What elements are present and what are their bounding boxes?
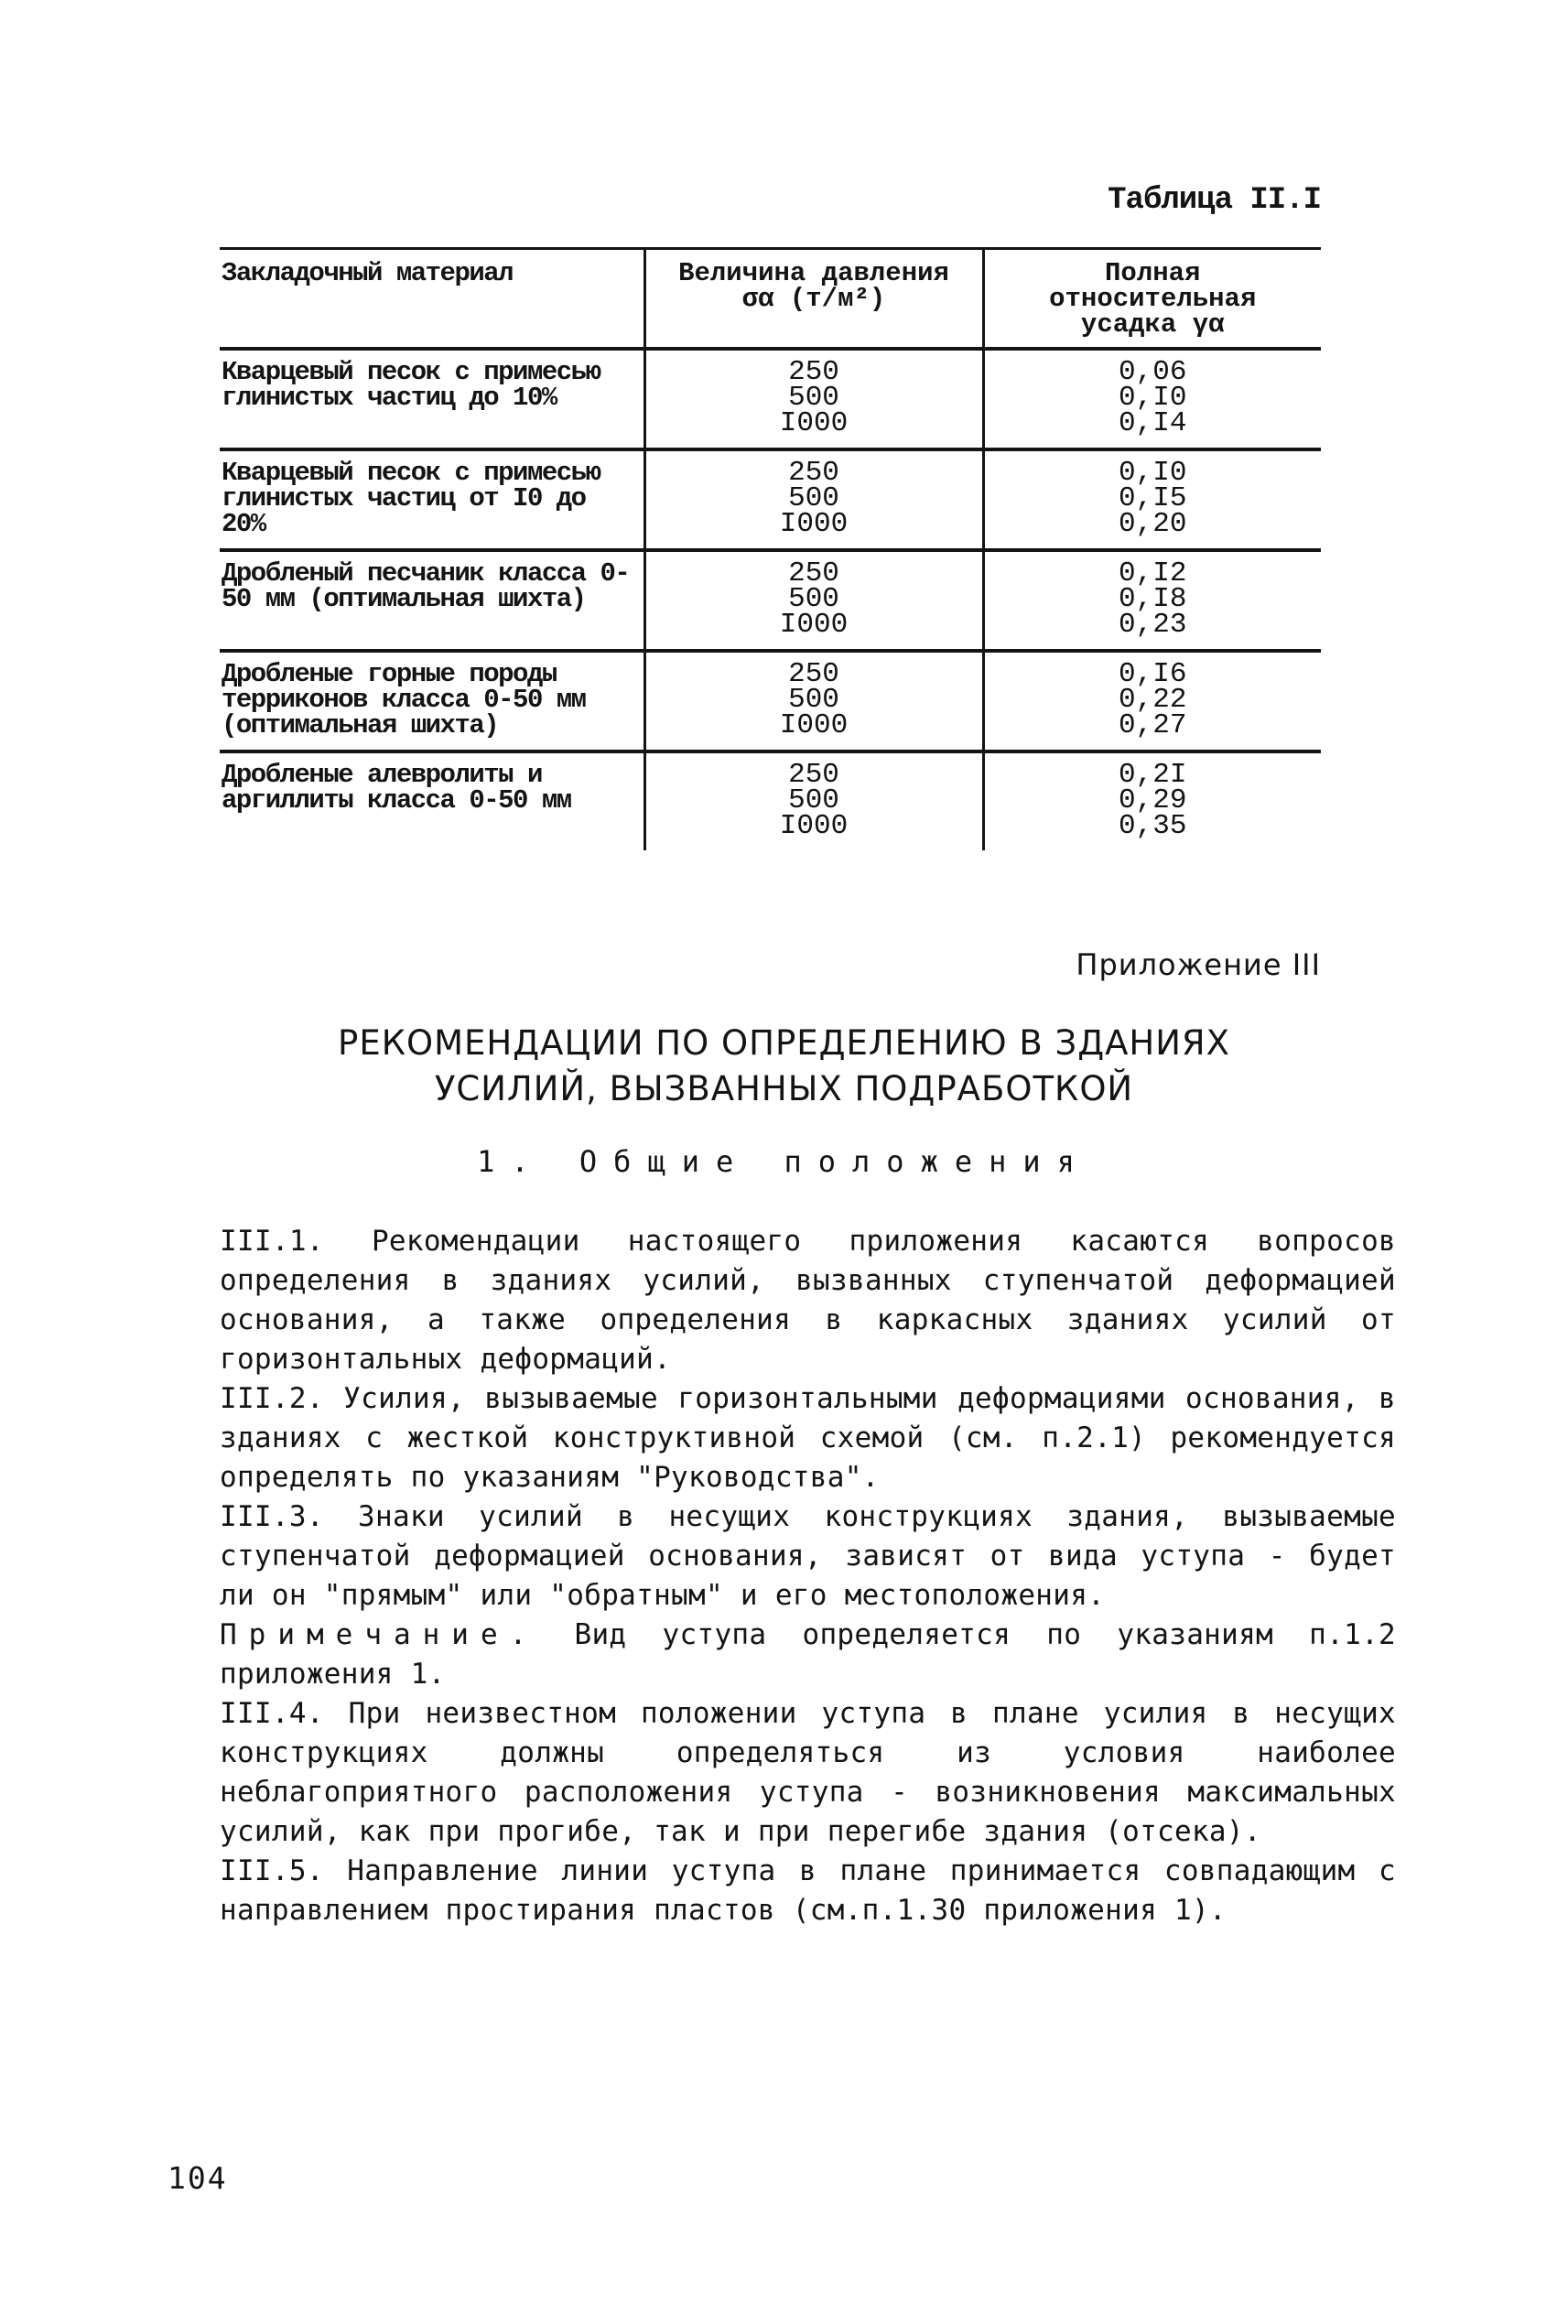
cell-pressure: 250 500 I000 xyxy=(644,751,983,850)
table-row xyxy=(220,651,1321,751)
cell-shrinkage: 0,I0 0,I5 0,20 xyxy=(983,449,1321,550)
cell-pressure: 250 500 I000 xyxy=(644,449,983,550)
cell-material: Кварцевый песок с примесью глинистых частиц от I0 до 20% xyxy=(220,449,644,550)
backfill-shrinkage-table xyxy=(220,247,1321,850)
cell-material: Дробленые алевролиты и аргиллиты класса 0-50 мм xyxy=(222,760,571,816)
paragraph-iii-4: III.4. При неизвестном положении уступа в плане усилия в несущих конструкциях должны определяться из условия наиболее неблагоприятного расположения уступа - возникновения максимальных усилий, как при прогибе, так и при перегибе здания (отсека). xyxy=(220,1697,1396,1848)
note-text: Вид уступа определяется по указаниям п.1.2 приложения 1. xyxy=(220,1618,1396,1691)
paragraph-iii-5: III.5. Направление линии уступа в плане принимается совпадающим с направлением простирания пластов (см.п.1.30 приложения 1). xyxy=(220,1854,1396,1927)
cell-material: Дробленые горные породы терриконов класса 0-50 мм (оптимальная шихта) xyxy=(220,651,644,751)
cell-material: Кварцевый песок с примесью глинистых частиц до 10% xyxy=(220,349,644,449)
paragraph-iii-3: III.3. Знаки усилий в несущих конструкциях здания, вызываемые ступенчатой деформацией основания, зависят от вида уступа - будет ли он "прямым" или "обратным" и его местоположения. xyxy=(220,1500,1396,1612)
cell-material: Дробленый песчаник класса 0-50 мм (оптимальная шихта) xyxy=(220,550,644,651)
page-number: 104 xyxy=(168,2160,228,2196)
table-row xyxy=(220,751,1321,850)
table-caption: Таблица II.I xyxy=(1108,183,1321,218)
cell-shrinkage: 0,I2 0,I8 0,23 xyxy=(983,550,1321,651)
note-paragraph xyxy=(220,1616,1396,1694)
section-heading: 1. Общие положения xyxy=(477,1144,1091,1179)
title-line-1: РЕКОМЕНДАЦИИ ПО ОПРЕДЕЛЕНИЮ В ЗДАНИЯХ xyxy=(338,1023,1230,1063)
table-row xyxy=(220,449,1321,550)
paragraph-iii-2: III.2. Усилия, вызываемые горизонтальными деформациями основания, в зданиях с жесткой конструктивной схемой (см. п.2.1) рекомендуется определять по указаниям "Руководства". xyxy=(220,1382,1396,1494)
page-title xyxy=(183,1021,1385,1112)
title-line-2: УСИЛИЙ, ВЫЗВАННЫХ ПОДРАБОТКОЙ xyxy=(434,1069,1134,1108)
table-header-row xyxy=(220,249,1321,350)
table-row xyxy=(220,349,1321,449)
header-material: Закладочный материал xyxy=(220,249,644,350)
cell-pressure: 250 500 I000 xyxy=(644,349,983,449)
cell-pressure: 250 500 I000 xyxy=(644,550,983,651)
cell-shrinkage: 0,06 0,I0 0,I4 xyxy=(983,349,1321,449)
cell-shrinkage: 0,I6 0,22 0,27 xyxy=(983,651,1321,751)
body-text xyxy=(220,1222,1396,1930)
header-pressure: Величина давления σα (т/м²) xyxy=(644,249,983,350)
appendix-label: Приложение III xyxy=(1076,947,1321,982)
cell-pressure: 250 500 I000 xyxy=(644,651,983,751)
paragraph-iii-1: III.1. Рекомендации настоящего приложения касаются вопросов определения в зданиях усилий, вызванных ступенчатой деформацией основания, а также определения в каркасных зданиях усилий от горизонтальных деформаций. xyxy=(220,1225,1396,1376)
header-shrinkage: Полная относительная усадка γα xyxy=(983,249,1321,350)
note-label: Примечание. xyxy=(220,1618,539,1651)
table-row xyxy=(220,550,1321,651)
cell-shrinkage: 0,2I 0,29 0,35 xyxy=(983,751,1321,850)
